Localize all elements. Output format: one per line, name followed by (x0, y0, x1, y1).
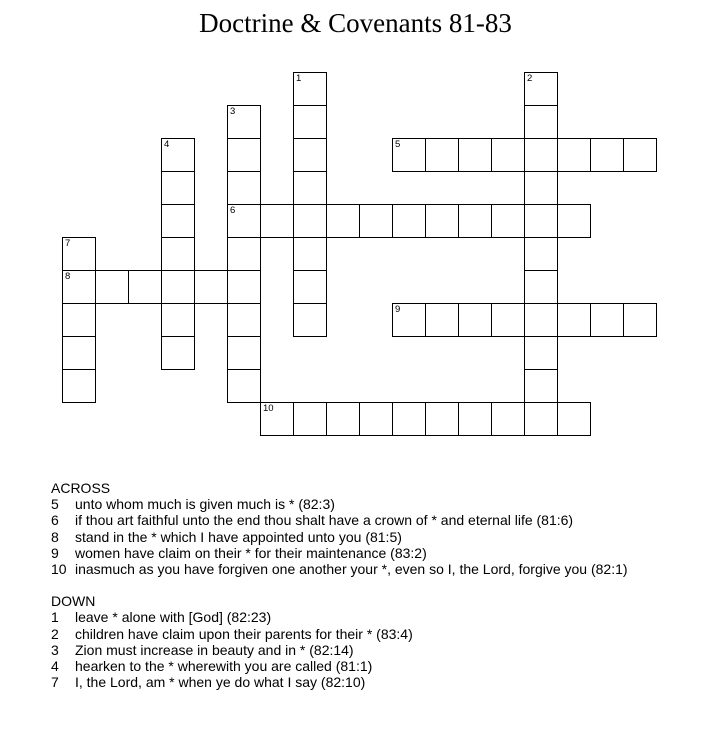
clue-number-label: 6 (51, 512, 59, 529)
clue-text: if thou art faithful unto the end thou shalt have a crown of * and eternal life (81:6) (75, 512, 574, 529)
clue-number: 9 (395, 304, 401, 315)
grid-cell[interactable] (623, 303, 657, 337)
grid-cell[interactable] (227, 303, 261, 337)
grid-cell[interactable] (392, 138, 426, 172)
grid-cell[interactable] (227, 270, 261, 304)
clue-number-label: 4 (51, 658, 59, 675)
grid-cell[interactable] (227, 369, 261, 403)
grid-cell[interactable] (425, 402, 459, 436)
down-clue (51, 658, 671, 674)
across-heading: ACROSS (51, 480, 111, 496)
grid-cell[interactable] (359, 204, 393, 238)
grid-cell[interactable] (491, 204, 525, 238)
clue-number-label: 5 (51, 496, 59, 513)
grid-cell[interactable] (293, 105, 327, 139)
down-clue (51, 626, 671, 642)
grid-cell[interactable] (590, 303, 624, 337)
clue-number-label: 7 (51, 674, 59, 691)
across-clue (51, 529, 671, 545)
across-clue (51, 496, 671, 512)
down-heading: DOWN (51, 593, 96, 610)
grid-cell[interactable] (326, 402, 360, 436)
grid-cell[interactable] (524, 138, 558, 172)
clue-number: 5 (395, 139, 401, 150)
grid-cell[interactable] (293, 138, 327, 172)
grid-cell[interactable] (227, 237, 261, 271)
grid-cell[interactable] (95, 270, 129, 304)
clue-text: children have claim upon their parents for their * (83:4) (75, 625, 413, 642)
across-clues (51, 496, 671, 577)
grid-cell[interactable] (557, 402, 591, 436)
grid-cell[interactable] (392, 303, 426, 337)
grid-cell[interactable] (62, 303, 96, 337)
grid-cell[interactable] (161, 336, 195, 370)
grid-cell[interactable] (260, 402, 294, 436)
grid-cell[interactable] (359, 402, 393, 436)
grid-cell[interactable] (524, 402, 558, 436)
grid-cell[interactable] (524, 204, 558, 238)
clue-number-label: 3 (51, 641, 59, 658)
clue-text: hearken to the * wherewith you are called (81:1) (75, 658, 373, 675)
grid-cell[interactable] (524, 237, 558, 271)
grid-cell[interactable] (491, 138, 525, 172)
grid-cell[interactable] (128, 270, 162, 304)
clue-number: 8 (65, 271, 71, 282)
down-clue (51, 609, 671, 625)
grid-cell[interactable] (524, 369, 558, 403)
clue-text: women have claim on their * for their maintenance (83:2) (75, 544, 427, 561)
grid-cell[interactable] (260, 204, 294, 238)
clue-number: 2 (527, 73, 533, 84)
grid-cell[interactable] (293, 237, 327, 271)
down-clue (51, 642, 671, 658)
grid-cell[interactable] (227, 105, 261, 139)
grid-cell[interactable] (161, 204, 195, 238)
across-clue (51, 545, 671, 561)
grid-cell[interactable] (392, 204, 426, 238)
grid-cell[interactable] (557, 204, 591, 238)
grid-cell[interactable] (590, 138, 624, 172)
grid-cell[interactable] (293, 72, 327, 106)
grid-cell[interactable] (524, 171, 558, 205)
clue-number-label: 8 (51, 528, 59, 545)
down-clues (51, 609, 671, 690)
across-clue (51, 512, 671, 528)
grid-cell[interactable] (491, 402, 525, 436)
clue-number-label: 10 (51, 561, 67, 578)
grid-cell[interactable] (227, 336, 261, 370)
grid-cell[interactable] (293, 303, 327, 337)
clue-text: inasmuch as you have forgiven one another your *, even so I, the Lord, forgive you (82:1) (75, 561, 628, 578)
grid-cell[interactable] (161, 303, 195, 337)
grid-cell[interactable] (623, 138, 657, 172)
grid-cell[interactable] (293, 171, 327, 205)
clue-number-label: 2 (51, 625, 59, 642)
clue-list (51, 480, 671, 690)
grid-cell[interactable] (161, 171, 195, 205)
down-clue (51, 674, 671, 690)
grid-cell[interactable] (62, 270, 96, 304)
grid-cell[interactable] (458, 402, 492, 436)
grid-cell[interactable] (425, 204, 459, 238)
clue-number: 10 (263, 403, 274, 414)
grid-cell[interactable] (491, 303, 525, 337)
clue-number-label: 9 (51, 544, 59, 561)
grid-cell[interactable] (524, 303, 558, 337)
grid-cell[interactable] (524, 105, 558, 139)
grid-cell[interactable] (458, 303, 492, 337)
clue-text: stand in the * which I have appointed unto you (81:5) (75, 528, 402, 545)
grid-cell[interactable] (458, 204, 492, 238)
grid-cell[interactable] (62, 336, 96, 370)
puzzle-title: Doctrine & Covenants 81-83 (199, 8, 512, 38)
grid-cell[interactable] (425, 138, 459, 172)
grid-cell[interactable] (524, 336, 558, 370)
grid-cell[interactable] (458, 138, 492, 172)
clue-number: 7 (65, 238, 71, 249)
clue-number-label: 1 (51, 609, 59, 626)
grid-cell[interactable] (392, 402, 426, 436)
grid-cell[interactable] (227, 138, 261, 172)
grid-cell[interactable] (557, 138, 591, 172)
grid-cell[interactable] (293, 402, 327, 436)
clue-number: 4 (164, 139, 170, 150)
grid-cell[interactable] (227, 204, 261, 238)
grid-cell[interactable] (62, 369, 96, 403)
clue-number: 3 (230, 106, 236, 117)
grid-cell[interactable] (524, 270, 558, 304)
grid-cell[interactable] (293, 204, 327, 238)
clue-number: 6 (230, 205, 236, 216)
grid-cell[interactable] (557, 303, 591, 337)
grid-cell[interactable] (425, 303, 459, 337)
clue-text: unto whom much is given much is * (82:3) (75, 496, 335, 513)
grid-cell[interactable] (194, 270, 228, 304)
grid-cell[interactable] (227, 171, 261, 205)
grid-cell[interactable] (326, 204, 360, 238)
clue-text: I, the Lord, am * when ye do what I say (82:10) (75, 674, 366, 691)
grid-cell[interactable] (293, 270, 327, 304)
grid-cell[interactable] (161, 270, 195, 304)
clue-text: Zion must increase in beauty and in * (82:14) (75, 641, 354, 658)
grid-cell[interactable] (161, 237, 195, 271)
grid-cell[interactable] (62, 237, 96, 271)
grid-cell[interactable] (161, 138, 195, 172)
grid-cell[interactable] (524, 72, 558, 106)
clue-number: 1 (296, 73, 302, 84)
clue-text: leave * alone with [God] (82:23) (75, 609, 272, 626)
across-clue (51, 561, 671, 577)
